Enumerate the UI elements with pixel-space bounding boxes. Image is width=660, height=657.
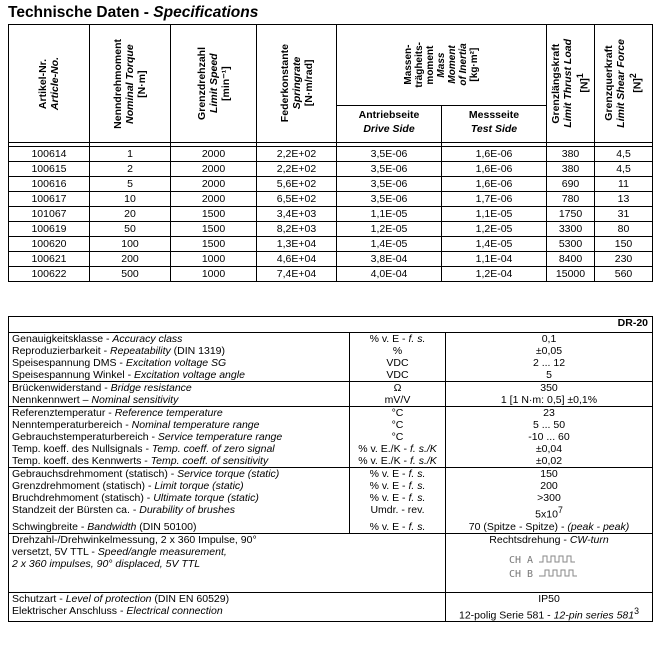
table-cell: 20 — [90, 207, 171, 222]
spec-row-bridge — [9, 382, 653, 395]
table-cell: 4,5 — [595, 147, 653, 162]
table-cell: 5300 — [547, 237, 595, 252]
spec-unit: Umdr. - rev. — [350, 504, 446, 521]
model-label: DR-20 — [9, 317, 653, 333]
table-cell: 1500 — [171, 237, 257, 252]
spec-row-repeatability — [9, 345, 653, 357]
header-torque: Nenndrehmoment Nominal Torque [N·m] — [90, 25, 171, 143]
table-row — [9, 267, 653, 282]
table-cell: 380 — [547, 162, 595, 177]
table-cell: 1 — [90, 147, 171, 162]
table-cell: 560 — [595, 267, 653, 282]
table-cell: 80 — [595, 222, 653, 237]
spec-value: 200 — [446, 480, 653, 492]
header-shear: Grenzquerkraft Limit Shear Force $[N]^2$ — [595, 25, 653, 143]
table-cell: 1500 — [171, 222, 257, 237]
table-cell: 1,2E-05 — [442, 222, 547, 237]
table-cell: 5,6E+02 — [257, 177, 337, 192]
spec-label: Nenntemperaturbereich - Nominal temperature range — [12, 419, 260, 431]
spec-label: Genauigkeitsklasse - Accuracy class — [9, 333, 350, 346]
table-cell: 1,2E-05 — [337, 222, 442, 237]
table-cell: 1,4E-05 — [337, 237, 442, 252]
table-cell: 150 — [595, 237, 653, 252]
spec-unit: % v. E./K - f. s./K — [350, 455, 446, 468]
spec-label: Schwingbreite - Bandwidth (DIN 50100) — [12, 520, 197, 533]
spec-unit: % v. E - f. s. — [350, 492, 446, 504]
header-inertia: Massen- trägheits- moment Mass Moment of Inertia [kg·m²] — [337, 25, 547, 106]
spec-label: Temp. koeff. des Kennwerts - Temp. coeff. of sensitivity — [12, 455, 269, 467]
table-cell: 3,5E-06 — [337, 147, 442, 162]
spec-label: Grenzdrehmoment (statisch) - Limit torque (static) — [12, 480, 244, 492]
table-cell: 3,5E-06 — [337, 177, 442, 192]
spec-unit: VDC — [350, 357, 446, 369]
header-thrust: Grenzlängskraft Limit Thrust Load $[N]^1$ — [547, 25, 595, 143]
spec-row-connection — [9, 605, 653, 622]
spec-label: Schutzart - Level of protection (DIN EN 60529) — [9, 592, 446, 605]
spec-value: ±0,04 — [446, 443, 653, 455]
table-cell: 4,6E+04 — [257, 252, 337, 267]
table-cell: 100622 — [9, 267, 90, 282]
spec-value: 2 ... 12 — [446, 357, 653, 369]
spec-row-excitation-angle — [9, 369, 653, 382]
spec-unit: °C — [350, 431, 446, 443]
channel-b-waveform — [539, 570, 577, 576]
table-cell: 1000 — [171, 252, 257, 267]
table-cell: 3,8E-04 — [337, 252, 442, 267]
table-cell: 11 — [595, 177, 653, 192]
spec-unit: mV/V — [350, 394, 446, 407]
table-cell: 2000 — [171, 192, 257, 207]
header-drive-side: Antriebseite Drive Side — [337, 105, 442, 142]
header-speed: Grenzdrehzahl Limit Speed [min⁻¹] — [171, 25, 257, 143]
table-cell: 100 — [90, 237, 171, 252]
table-row — [9, 222, 653, 237]
spec-label: Brückenwiderstand - Bridge resistance — [9, 382, 350, 395]
spec-label: Bruchdrehmoment (statisch) - Ultimate torque (static) — [12, 492, 259, 504]
spec-unit: % v. E./K - f. s./K — [350, 443, 446, 455]
spec-unit: °C — [350, 419, 446, 431]
spec-row-service-torque — [9, 468, 653, 481]
table-row — [9, 147, 653, 162]
table-cell: 1500 — [171, 207, 257, 222]
table-cell: 15000 — [547, 267, 595, 282]
table-cell: 50 — [90, 222, 171, 237]
spec-value: 0,1 — [446, 333, 653, 346]
table-cell: 1,6E-06 — [442, 147, 547, 162]
spec-row-sensitivity — [9, 394, 653, 407]
spec-row-speed-measurement — [9, 533, 653, 592]
table-cell: 100619 — [9, 222, 90, 237]
table-cell: 4,5 — [595, 162, 653, 177]
model-header-row — [9, 317, 653, 333]
table-cell: 100620 — [9, 237, 90, 252]
dr20-table — [8, 316, 653, 622]
table-cell: 2,2E+02 — [257, 147, 337, 162]
header-test-side: Messseite Test Side — [442, 105, 547, 142]
spec-unit: °C — [350, 407, 446, 420]
table-row — [9, 237, 653, 252]
table-cell: 780 — [547, 192, 595, 207]
spec-value: 150 — [446, 468, 653, 481]
table-cell: 100617 — [9, 192, 90, 207]
table-cell: 3,5E-06 — [337, 162, 442, 177]
spec-value: 12-polig Serie 581 - 12-pin series $581^3$ — [446, 605, 653, 622]
table-row — [9, 177, 653, 192]
table-cell: 10 — [90, 192, 171, 207]
table-cell: 3300 — [547, 222, 595, 237]
spec-unit: % v. E - f. s. — [350, 333, 446, 346]
spec-row-ultimate-torque — [9, 492, 653, 504]
table-cell: 1,6E-06 — [442, 162, 547, 177]
spec-unit: % — [350, 345, 446, 357]
spec-label: Speisespannung Winkel - Excitation voltage angle — [12, 369, 245, 381]
table-cell: 100616 — [9, 177, 90, 192]
table-cell: 5 — [90, 177, 171, 192]
table-cell: 8400 — [547, 252, 595, 267]
channel-b-label: CH B — [509, 568, 534, 580]
table-cell: 2 — [90, 162, 171, 177]
table-cell: 1750 — [547, 207, 595, 222]
spec-row-limit-torque — [9, 480, 653, 492]
spec-label: Temp. koeff. des Nullsignals - Temp. coeff. of zero signal — [12, 443, 275, 455]
table-cell: 6,5E+02 — [257, 192, 337, 207]
spec-row-tk-sensitivity — [9, 455, 653, 468]
spec-row-protection — [9, 592, 653, 605]
spec-label: Drehzahl-/Drehwinkelmessung, 2 x 360 Impulse, 90° versetzt, 5V TTL - Speed/angle measurement, 2 x 360 impulses, 90° displaced, 5V TTL — [9, 533, 446, 592]
spec-row-tk-zero — [9, 443, 653, 455]
table-row — [9, 162, 653, 177]
table-cell: 3,4E+03 — [257, 207, 337, 222]
header-row — [9, 25, 653, 106]
spec-value: 350 — [446, 382, 653, 395]
spec-unit: VDC — [350, 369, 446, 382]
spec-label: Standzeit der Bürsten ca. - Durability of brushes — [12, 504, 235, 516]
table-cell: 100615 — [9, 162, 90, 177]
spec-value: IP50 — [446, 592, 653, 605]
table-cell: 3,5E-06 — [337, 192, 442, 207]
header-springrate: Federkonstante Springrate [N·m/rad] — [257, 25, 337, 143]
spec-value: Rechtsdrehung - CW-turn CH A CH B — [446, 533, 653, 592]
table-cell: 2000 — [171, 162, 257, 177]
table-cell: 1,7E-06 — [442, 192, 547, 207]
specifications-rows — [9, 147, 653, 282]
table-cell: 2,2E+02 — [257, 162, 337, 177]
table-cell: 1,2E-04 — [442, 267, 547, 282]
spec-value: 70 (Spitze - Spitze) - (peak - peak) — [446, 521, 653, 534]
table-cell: 1000 — [171, 267, 257, 282]
spec-value: -10 ... 60 — [446, 431, 653, 443]
channel-a-label: CH A — [509, 554, 534, 566]
table-cell: 7,4E+04 — [257, 267, 337, 282]
table-cell: 1,1E-05 — [337, 207, 442, 222]
table-cell: 4,0E-04 — [337, 267, 442, 282]
spec-label: Gebrauchstemperaturbereich - Service temperature range — [12, 431, 283, 443]
table-cell: 1,4E-05 — [442, 237, 547, 252]
quadrature-signal-diagram — [507, 552, 591, 580]
page-title: Technische Daten - Specifications — [8, 4, 259, 21]
header-article: Artikel-Nr. Article-No. — [9, 25, 90, 143]
channel-a-waveform — [539, 556, 575, 562]
spec-value: >300 — [446, 492, 653, 504]
spec-row-service-temp — [9, 431, 653, 443]
spec-value: 23 — [446, 407, 653, 420]
spec-value: $5x10^7$ — [446, 504, 653, 521]
table-cell: 13 — [595, 192, 653, 207]
spec-label: Gebrauchsdrehmoment (statisch) - Service torque (static) — [9, 468, 350, 481]
table-cell: 100614 — [9, 147, 90, 162]
spec-value: ±0,05 — [446, 345, 653, 357]
spec-row-ref-temp — [9, 407, 653, 420]
table-cell: 200 — [90, 252, 171, 267]
spec-value: ±0,02 — [446, 455, 653, 468]
table-cell: 690 — [547, 177, 595, 192]
table-cell: 1,6E-06 — [442, 177, 547, 192]
spec-label: Speisespannung DMS - Excitation voltage SG — [12, 357, 227, 369]
spec-value: 5 ... 50 — [446, 419, 653, 431]
spec-label: Reproduzierbarkeit - Repeatability (DIN 1319) — [12, 345, 226, 357]
table-cell: 101067 — [9, 207, 90, 222]
spec-row-brushes — [9, 504, 653, 521]
spec-row-bandwidth — [9, 521, 653, 534]
spec-label: Elektrischer Anschluss - Electrical connection — [9, 605, 446, 622]
table-cell: 2000 — [171, 147, 257, 162]
spec-row-accuracy — [9, 333, 653, 346]
spec-value: 5 — [446, 369, 653, 382]
table-cell: 1,1E-04 — [442, 252, 547, 267]
table-row — [9, 192, 653, 207]
table-cell: 2000 — [171, 177, 257, 192]
spec-unit: % v. E - f. s. — [350, 468, 446, 481]
spec-unit: % v. E - f. s. — [350, 480, 446, 492]
table-cell: 100621 — [9, 252, 90, 267]
specifications-table — [8, 24, 653, 282]
table-cell: 1,1E-05 — [442, 207, 547, 222]
table-cell: 230 — [595, 252, 653, 267]
spec-label: Nennkennwert – Nominal sensitivity — [12, 394, 179, 406]
spec-row-nominal-temp — [9, 419, 653, 431]
table-row — [9, 252, 653, 267]
table-row — [9, 207, 653, 222]
table-cell: 380 — [547, 147, 595, 162]
table-cell: 8,2E+03 — [257, 222, 337, 237]
spec-unit: % v. E - f. s. — [350, 521, 446, 534]
table-cell: 31 — [595, 207, 653, 222]
spec-label: Referenztemperatur - Reference temperature — [9, 407, 350, 420]
spec-row-excitation-sg — [9, 357, 653, 369]
table-cell: 500 — [90, 267, 171, 282]
table-cell: 1,3E+04 — [257, 237, 337, 252]
spec-value: 1 [1 N·m: 0,5] ±0,1% — [446, 394, 653, 407]
spec-unit: Ω — [350, 382, 446, 395]
